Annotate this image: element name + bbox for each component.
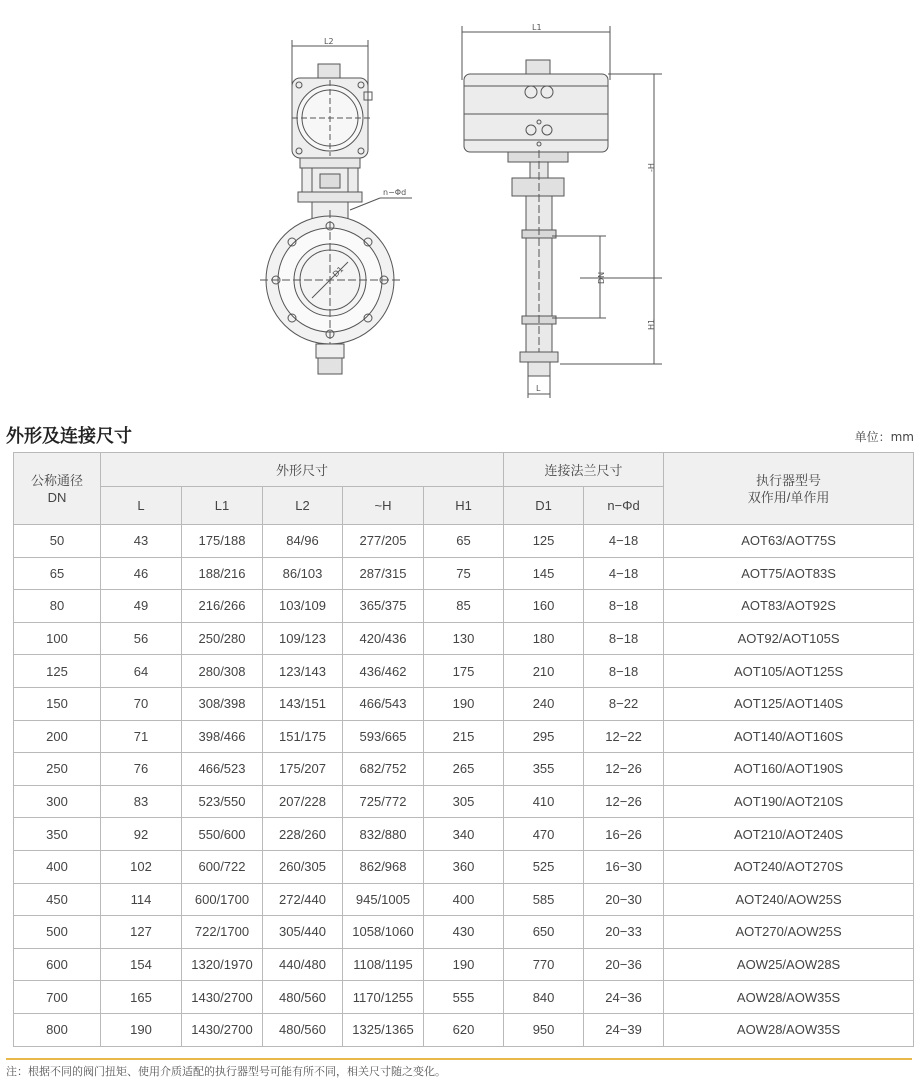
table-cell: 20−36 [584,948,664,981]
table-cell: 466/523 [182,753,263,786]
table-cell: 840 [504,981,584,1014]
table-cell: 175/188 [182,525,263,558]
footnote: 注：根据不同的阀门扭矩、使用介质适配的执行器型号可能有所不同，相关尺寸随之变化。 [6,1058,912,1079]
dim-label-nphid: n−Φd [383,188,407,197]
table-row [14,948,914,981]
table-cell: 832/880 [343,818,424,851]
table-cell: 50 [14,525,101,558]
table-cell: 160 [504,590,584,623]
table-cell: 190 [101,1013,182,1046]
table-cell: AOW28/AOW35S [664,1013,914,1046]
table-cell: 207/228 [263,785,343,818]
table-cell: 305 [424,785,504,818]
table-cell: 650 [504,916,584,949]
table-cell: 8−18 [584,655,664,688]
table-cell: 585 [504,883,584,916]
table-cell: 1108/1195 [343,948,424,981]
table-cell: 109/123 [263,622,343,655]
unit-label: 单位：mm [854,430,914,444]
table-cell: 250 [14,753,101,786]
table-cell: 200 [14,720,101,753]
table-cell: AOT75/AOT83S [664,557,914,590]
table-cell: 272/440 [263,883,343,916]
table-row [14,590,914,623]
table-cell: 145 [504,557,584,590]
table-cell: 86/103 [263,557,343,590]
header-group-flange: 连接法兰尺寸 [504,453,664,487]
table-cell: AOT63/AOT75S [664,525,914,558]
table-cell: 127 [101,916,182,949]
table-cell: 950 [504,1013,584,1046]
header-col-h: ~H [343,487,424,525]
header-actuator-line2: 双作用/单作用 [747,489,830,505]
table-cell: 216/266 [182,590,263,623]
table-cell: 65 [424,525,504,558]
dim-label-l: L [536,384,541,393]
table-cell: 8−18 [584,590,664,623]
table-cell: AOT92/AOT105S [664,622,914,655]
header-col-l1: L1 [182,487,263,525]
header-group-dimensions: 外形尺寸 [101,453,504,487]
table-cell: 365/375 [343,590,424,623]
table-cell: 500 [14,916,101,949]
table-cell: AOW28/AOW35S [664,981,914,1014]
table-cell: AOT105/AOT125S [664,655,914,688]
table-cell: 46 [101,557,182,590]
table-row [14,818,914,851]
table-cell: 130 [424,622,504,655]
section-title: 外形及连接尺寸 [6,426,132,447]
table-cell: 188/216 [182,557,263,590]
table-cell: 722/1700 [182,916,263,949]
table-cell: 143/151 [263,687,343,720]
table-cell: 400 [14,850,101,883]
dim-label-l1: L1 [532,23,542,32]
table-cell: 466/543 [343,687,424,720]
table-cell: 228/260 [263,818,343,851]
table-cell: 430 [424,916,504,949]
table-row [14,557,914,590]
table-cell: 480/560 [263,981,343,1014]
table-row [14,525,914,558]
header-dn [14,453,101,525]
header-col-nphid: n−Φd [584,487,664,525]
dim-label-d1: D1 [331,264,346,280]
table-cell: 123/143 [263,655,343,688]
table-cell: 620 [424,1013,504,1046]
table-cell: 175 [424,655,504,688]
table-cell: 64 [101,655,182,688]
table-cell: 682/752 [343,753,424,786]
header-col-l: L [101,487,182,525]
table-cell: AOT240/AOW25S [664,883,914,916]
table-cell: 300 [14,785,101,818]
table-row [14,981,914,1014]
table-cell: 125 [14,655,101,688]
table-cell: 398/466 [182,720,263,753]
table-cell: 555 [424,981,504,1014]
table-row [14,655,914,688]
table-cell: 250/280 [182,622,263,655]
table-cell: 600/722 [182,850,263,883]
table-cell: 190 [424,687,504,720]
header-dn-line1: 公称通径 [30,472,83,488]
table-cell: 260/305 [263,850,343,883]
valve-technical-drawings [0,0,920,405]
table-cell: 114 [101,883,182,916]
table-cell: 1320/1970 [182,948,263,981]
table-cell: 76 [101,753,182,786]
table-cell: 92 [101,818,182,851]
table-cell: 350 [14,818,101,851]
table-cell: 12−22 [584,720,664,753]
table-cell: 360 [424,850,504,883]
table-cell: 440/480 [263,948,343,981]
table-cell: 151/175 [263,720,343,753]
table-row [14,1013,914,1046]
table-cell: 800 [14,1013,101,1046]
table-cell: AOT160/AOT190S [664,753,914,786]
table-cell: 470 [504,818,584,851]
table-cell: 103/109 [263,590,343,623]
table-cell: 154 [101,948,182,981]
front-view-drawing [462,23,662,398]
table-cell: 525 [504,850,584,883]
table-cell: AOW25/AOW28S [664,948,914,981]
table-cell: AOT270/AOW25S [664,916,914,949]
table-cell: 165 [101,981,182,1014]
table-cell: 308/398 [182,687,263,720]
dim-label-l2: L2 [324,37,334,46]
dim-label-h1: H1 [647,318,656,330]
table-cell: 600/1700 [182,883,263,916]
table-cell: 1430/2700 [182,981,263,1014]
table-cell: 20−30 [584,883,664,916]
table-cell: 287/315 [343,557,424,590]
table-row [14,850,914,883]
table-cell: 523/550 [182,785,263,818]
table-cell: 410 [504,785,584,818]
table-cell: 75 [424,557,504,590]
table-cell: 1430/2700 [182,1013,263,1046]
table-row [14,753,914,786]
table-cell: 4−18 [584,525,664,558]
table-cell: 100 [14,622,101,655]
table-cell: 480/560 [263,1013,343,1046]
table-cell: 84/96 [263,525,343,558]
table-cell: 8−18 [584,622,664,655]
table-cell: 700 [14,981,101,1014]
header-actuator [664,453,914,525]
table-cell: 725/772 [343,785,424,818]
table-cell: 277/205 [343,525,424,558]
table-cell: 65 [14,557,101,590]
table-cell: 80 [14,590,101,623]
table-cell: 436/462 [343,655,424,688]
table-cell: 265 [424,753,504,786]
table-cell: 12−26 [584,785,664,818]
table-cell: AOT140/AOT160S [664,720,914,753]
table-cell: 280/308 [182,655,263,688]
table-cell: 56 [101,622,182,655]
table-cell: 215 [424,720,504,753]
table-cell: 49 [101,590,182,623]
table-cell: 24−39 [584,1013,664,1046]
dimensions-table [13,452,914,1047]
table-cell: 355 [504,753,584,786]
table-cell: 70 [101,687,182,720]
header-col-h1: H1 [424,487,504,525]
table-cell: 1325/1365 [343,1013,424,1046]
table-cell: 16−26 [584,818,664,851]
table-cell: AOT125/AOT140S [664,687,914,720]
table-cell: 340 [424,818,504,851]
table-cell: 305/440 [263,916,343,949]
table-cell: 12−26 [584,753,664,786]
table-cell: AOT190/AOT210S [664,785,914,818]
table-cell: 862/968 [343,850,424,883]
table-cell: 180 [504,622,584,655]
table-cell: 102 [101,850,182,883]
table-cell: 71 [101,720,182,753]
header-col-d1: D1 [504,487,584,525]
table-cell: 450 [14,883,101,916]
table-cell: 175/207 [263,753,343,786]
table-cell: 83 [101,785,182,818]
table-cell: 1170/1255 [343,981,424,1014]
table-cell: 550/600 [182,818,263,851]
table-row [14,916,914,949]
header-actuator-line1: 执行器型号 [756,472,822,488]
table-cell: 190 [424,948,504,981]
table-cell: AOT83/AOT92S [664,590,914,623]
table-cell: 240 [504,687,584,720]
table-cell: 945/1005 [343,883,424,916]
table-cell: 593/665 [343,720,424,753]
table-body [14,525,914,1047]
table-cell: 600 [14,948,101,981]
table-cell: 125 [504,525,584,558]
table-cell: 210 [504,655,584,688]
table-cell: AOT210/AOT240S [664,818,914,851]
table-cell: AOT240/AOT270S [664,850,914,883]
table-row [14,785,914,818]
table-cell: 16−30 [584,850,664,883]
dim-label-dn: DN [597,271,606,284]
table-cell: 400 [424,883,504,916]
table-cell: 8−22 [584,687,664,720]
table-row [14,622,914,655]
table-cell: 20−33 [584,916,664,949]
dim-label-h: -H [647,163,656,172]
header-col-l2: L2 [263,487,343,525]
table-cell: 4−18 [584,557,664,590]
table-row [14,687,914,720]
table-cell: 1058/1060 [343,916,424,949]
table-cell: 24−36 [584,981,664,1014]
table-row [14,720,914,753]
header-dn-line2: DN [47,489,67,505]
side-view-drawing [260,37,412,374]
table-row [14,883,914,916]
table-cell: 295 [504,720,584,753]
table-cell: 770 [504,948,584,981]
table-cell: 43 [101,525,182,558]
table-cell: 85 [424,590,504,623]
table-cell: 150 [14,687,101,720]
table-cell: 420/436 [343,622,424,655]
